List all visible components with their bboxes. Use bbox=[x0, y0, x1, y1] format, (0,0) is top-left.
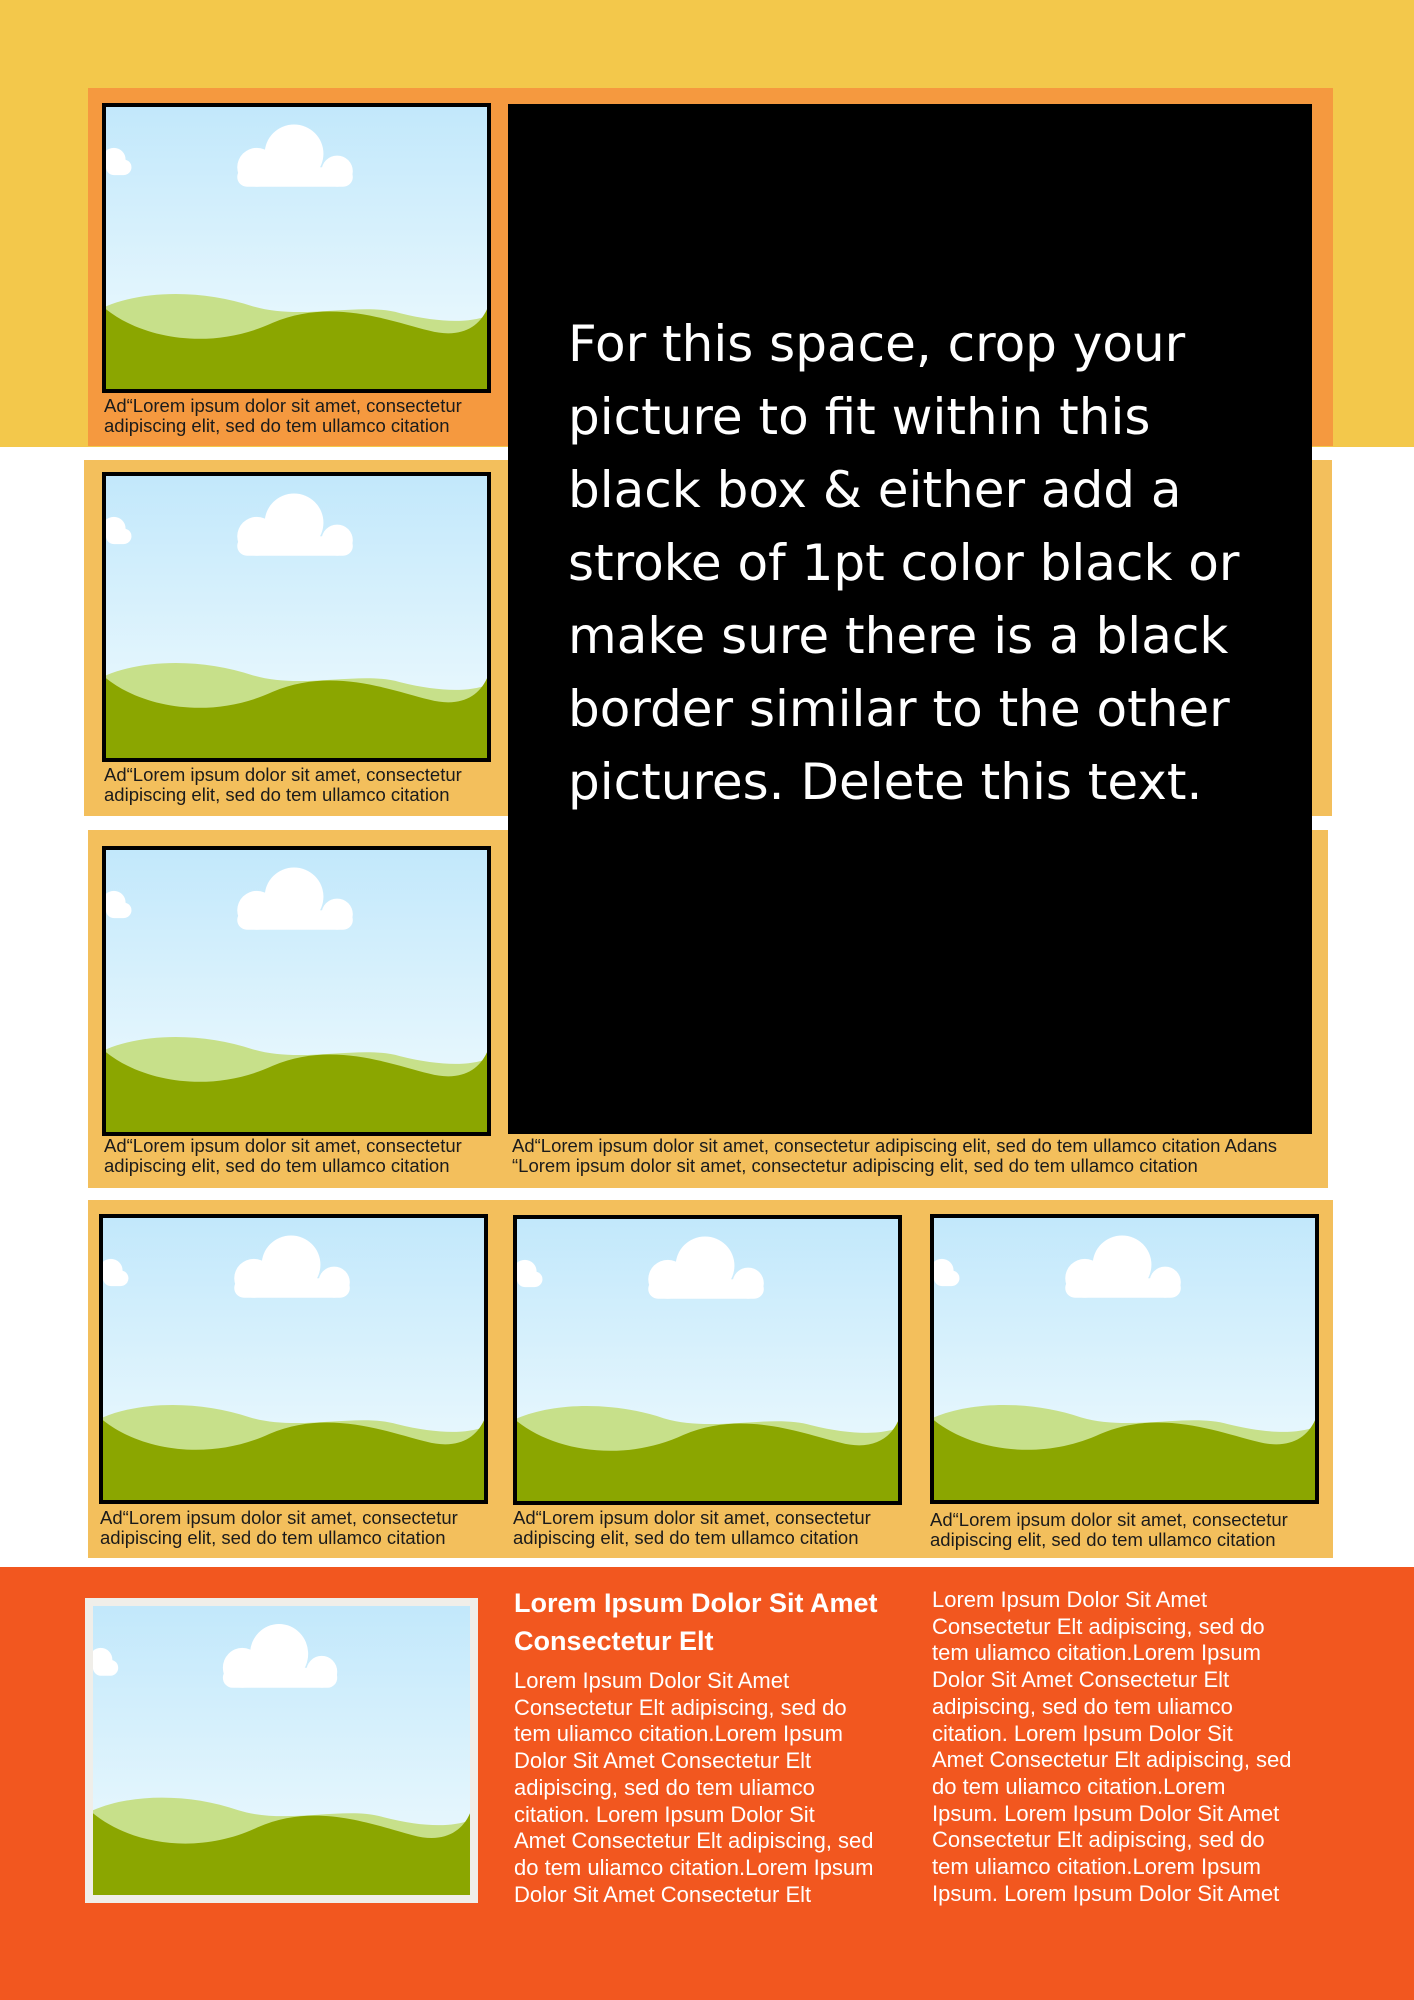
caption-line: Ad“Lorem ipsum dolor sit amet, consectetur bbox=[100, 1507, 458, 1528]
photo-bottom-framed[interactable] bbox=[85, 1598, 478, 1903]
instruction-line: border similar to the other bbox=[568, 680, 1230, 738]
body-line: Consectetur Elt adipiscing, sed do bbox=[932, 1827, 1265, 1853]
caption-row4-right bbox=[930, 1510, 1288, 1550]
photo-row1[interactable] bbox=[102, 103, 491, 393]
body-line: Ipsum. Lorem Ipsum Dolor Sit Amet bbox=[932, 1880, 1280, 1906]
photo-row4-left[interactable] bbox=[99, 1214, 488, 1504]
caption-line: Ad“Lorem ipsum dolor sit amet, consectetur adipiscing elit, sed do tem ullamco citation Adans bbox=[512, 1135, 1278, 1156]
heading-line: Lorem Ipsum Dolor Sit Amet bbox=[514, 1588, 878, 1618]
body-line: adipiscing, sed do tem uliamco bbox=[932, 1693, 1233, 1719]
body-line: Ipsum. Lorem Ipsum Dolor Sit Amet bbox=[932, 1800, 1280, 1826]
caption-line: adipiscing elit, sed do tem ullamco citation bbox=[104, 1155, 450, 1176]
body-line: Consectetur Elt adipiscing, sed do bbox=[514, 1694, 847, 1720]
body-line: citation. Lorem Ipsum Dolor Sit bbox=[932, 1720, 1233, 1746]
caption-line: adipiscing elit, sed do tem ullamco citation bbox=[100, 1527, 446, 1548]
photo-row4-right[interactable] bbox=[930, 1214, 1319, 1504]
instruction-line: stroke of 1pt color black or bbox=[568, 534, 1240, 592]
instruction-line: For this space, crop your bbox=[568, 315, 1186, 373]
body-line: Dolor Sit Amet Consectetur Elt bbox=[514, 1748, 812, 1774]
caption-line: Ad“Lorem ipsum dolor sit amet, consectetur bbox=[104, 764, 462, 785]
instruction-line: make sure there is a black bbox=[568, 607, 1229, 665]
photo-row2[interactable] bbox=[102, 472, 491, 762]
body-line: do tem uliamco citation.Lorem bbox=[932, 1773, 1226, 1799]
bottom-body-column-1 bbox=[514, 1668, 874, 1908]
caption-black-box bbox=[512, 1136, 1277, 1176]
bottom-body-column-2 bbox=[932, 1587, 1292, 1907]
body-line: tem uliamco citation.Lorem Ipsum bbox=[932, 1640, 1261, 1666]
caption-row4-middle bbox=[513, 1508, 871, 1548]
black-box-instructions bbox=[568, 308, 1288, 819]
instruction-line: picture to fit within this bbox=[568, 388, 1151, 446]
caption-line: Ad“Lorem ipsum dolor sit amet, consectetur bbox=[513, 1507, 871, 1528]
body-line: tem uliamco citation.Lorem Ipsum bbox=[514, 1721, 843, 1747]
body-line: Dolor Sit Amet Consectetur Elt bbox=[932, 1667, 1230, 1693]
body-line: Amet Consectetur Elt adipiscing, sed bbox=[514, 1828, 874, 1854]
body-line: Consectetur Elt adipiscing, sed do bbox=[932, 1613, 1265, 1639]
caption-line: Ad“Lorem ipsum dolor sit amet, consectetur bbox=[104, 395, 462, 416]
photo-row4-middle[interactable] bbox=[513, 1215, 902, 1505]
caption-row1 bbox=[104, 396, 462, 436]
body-line: Lorem Ipsum Dolor Sit Amet bbox=[514, 1668, 790, 1693]
body-line: Amet Consectetur Elt adipiscing, sed bbox=[932, 1747, 1292, 1773]
bottom-heading bbox=[514, 1584, 914, 1660]
caption-line: adipiscing elit, sed do tem ullamco citation bbox=[930, 1529, 1276, 1550]
photo-row3[interactable] bbox=[102, 846, 491, 1136]
caption-line: Ad“Lorem ipsum dolor sit amet, consectetur bbox=[104, 1135, 462, 1156]
body-line: tem uliamco citation.Lorem Ipsum bbox=[932, 1854, 1261, 1880]
heading-line: Consectetur Elt bbox=[514, 1626, 714, 1656]
caption-line: adipiscing elit, sed do tem ullamco citation bbox=[104, 415, 450, 436]
caption-row3 bbox=[104, 1136, 462, 1176]
caption-line: Ad“Lorem ipsum dolor sit amet, consectetur bbox=[930, 1509, 1288, 1530]
body-line: Dolor Sit Amet Consectetur Elt bbox=[514, 1881, 812, 1907]
body-line: do tem uliamco citation.Lorem Ipsum bbox=[514, 1854, 874, 1880]
body-line: Lorem Ipsum Dolor Sit Amet bbox=[932, 1587, 1208, 1612]
instruction-line: black box & either add a bbox=[568, 461, 1182, 519]
caption-line: adipiscing elit, sed do tem ullamco citation bbox=[513, 1527, 859, 1548]
body-line: adipiscing, sed do tem uliamco bbox=[514, 1774, 815, 1800]
caption-line: “Lorem ipsum dolor sit amet, consectetur adipiscing elit, sed do tem ullamco citation bbox=[512, 1155, 1198, 1176]
instruction-line: pictures. Delete this text. bbox=[568, 753, 1203, 811]
caption-line: adipiscing elit, sed do tem ullamco citation bbox=[104, 784, 450, 805]
caption-row4-left bbox=[100, 1508, 458, 1548]
body-line: citation. Lorem Ipsum Dolor Sit bbox=[514, 1801, 815, 1827]
caption-row2 bbox=[104, 765, 462, 805]
